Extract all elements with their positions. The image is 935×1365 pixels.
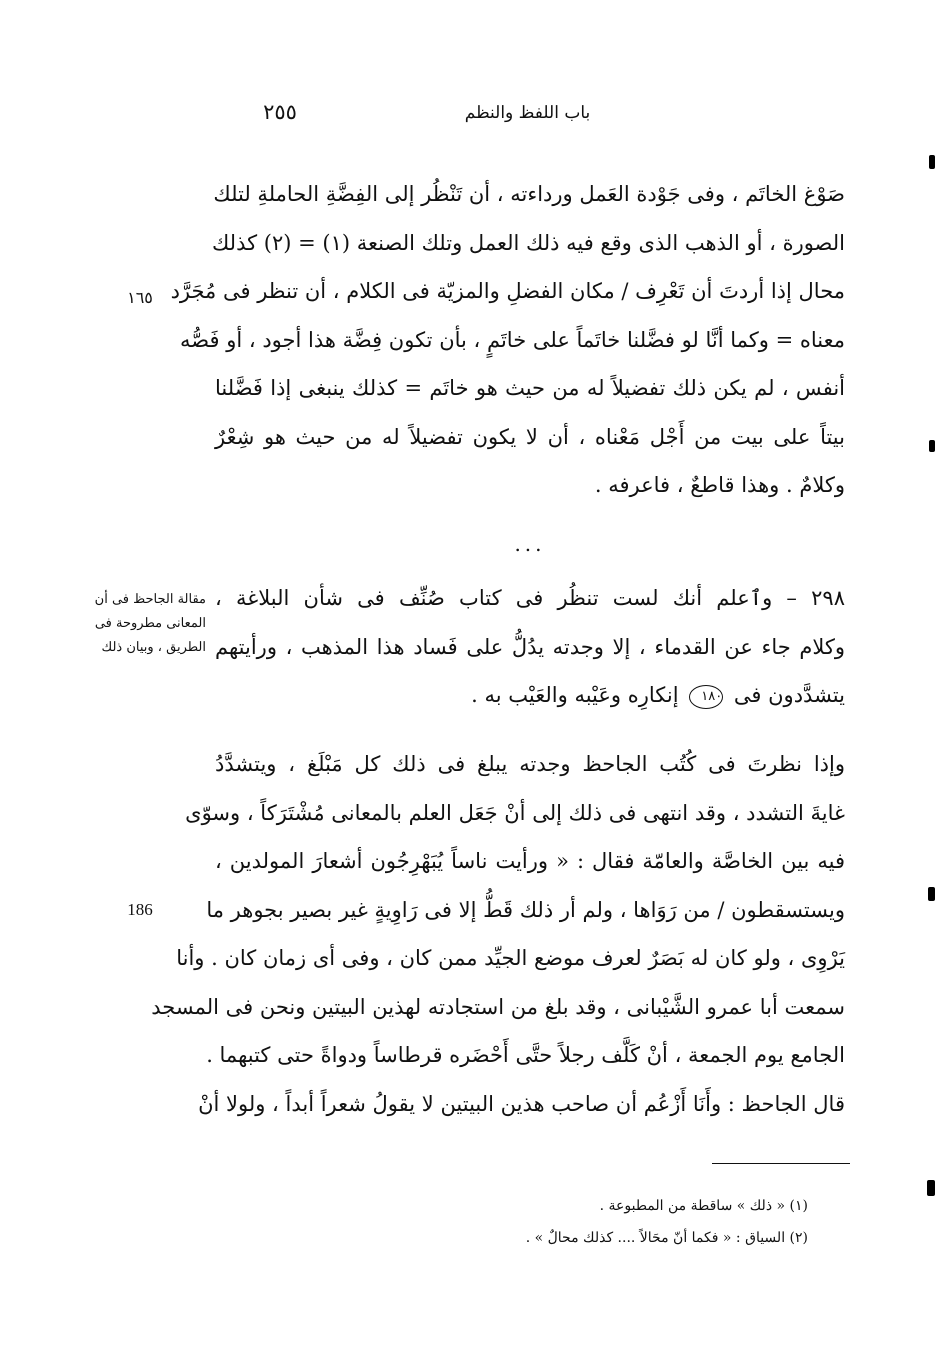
text-line: معناه = وكما أنَّا لو فضَّلنا خاتَماً على خاتَمٍ ، بأن تكون فِضَّة هذا أجود ، أو فَصُّه <box>180 327 845 352</box>
running-title: باب اللفظ والنظم <box>464 103 591 123</box>
text-line: أنفس ، لم يكن ذلك تفضيلاً له من حيث هو خاتَم = كذلك ينبغى إذا فَضَّلنا <box>215 376 845 400</box>
text-line: فيه بين الخاصَّة والعامّة فقال : « ورأيت ناساً يُبَهْرِجُون أشعارَ المولدين ، <box>215 849 845 873</box>
side-note-line: المعانى مطروحة فى <box>94 616 206 631</box>
margin-number-186: 186 <box>127 900 153 919</box>
margin-number-165: ١٦٥ <box>127 288 153 307</box>
text-line: ٢٩٨ – وٱعلم أنك لست تنظُر فى كتاب صُنِّف فى شأن البلاغة ، <box>215 586 845 610</box>
paragraph-block-2 <box>215 574 845 720</box>
text-line: الجامع يوم الجمعة ، أنْ كَلَّف رجلاً حتَّى أَحْضَره قرطاساً ودواةً حتى كتبهما . <box>206 1043 845 1067</box>
paragraph-block-3 <box>151 740 845 1128</box>
text-line: صَوْغ الخاتَم ، وفى جَوْدة العَمل ورداءته ، أن تَنْظُر إلى الفِضَّةِ الحاملةِ لتلك <box>213 182 845 206</box>
text-line: وكلام جاء عن القدماء ، إلا وجدته يدُلُّ على فَساد هذا المذهب ، ورأيتهم <box>215 634 845 659</box>
text-segment: إنكارِه وعَيْبه والعَيْب به . <box>471 683 679 707</box>
side-note-line: الطريق ، وبيان ذلك <box>101 640 206 655</box>
footnote: (٢) السياق : « فكما أنّ محَالاً .... كذلك محالٌ » . <box>525 1230 808 1246</box>
text-line: يَرْوِى ، ولو كان له بَصَرٌ لعرف موضع الجيِّد ممن كان ، وفى أى زمان كان . وأنا <box>176 946 845 970</box>
scan-edge-mark <box>927 1180 935 1196</box>
text-line: وإذا نظرتَ فى كُتُب الجاحظ وجدته يبلغ فى ذلك كل مَبْلَغ ، ويتشدَّدُ <box>215 752 845 776</box>
scan-edge-mark <box>929 440 935 452</box>
text-line <box>215 671 845 720</box>
text-segment: يتشدَّدون فى <box>733 683 845 707</box>
text-line: سمعت أبا عمرو الشَّيْبانى ، وقد بلغ من استجادته لهذين البيتين ونحن فى المسجد <box>151 994 845 1019</box>
section-separator: ... <box>514 532 546 556</box>
footnotes <box>430 1190 808 1254</box>
text-line: قال الجاحظ : وأَنَا أَزْعُم أن صاحب هذين البيتين لا يقولُ شعراً أبداً ، ولولا أنْ <box>198 1091 845 1116</box>
scan-edge-mark <box>928 887 935 901</box>
text-line: محال إذا أردتَ أن تَعْرِف / مكان الفضلِ والمزيّة فى الكلام ، أن تنظر فى مُجَرَّد <box>170 279 845 303</box>
page-number: ٢٥٥ <box>263 100 297 124</box>
text-line: بيتاً على بيت من أَجْل مَعْناه ، أن لا يكون تفضيلاً له من حيث هو شِعْرٌ <box>215 424 845 449</box>
footnote: (١) « ذلك » ساقطة من المطبوعة . <box>599 1198 808 1214</box>
text-line: الصورة ، أو الذهب الذى وقع فيه ذلك العمل وتلك الصنعة (١) = (٢) كذلك <box>211 230 845 255</box>
footnote-divider <box>712 1163 850 1164</box>
circled-page-marker: ١٨٠ <box>689 685 723 709</box>
scan-edge-mark <box>929 155 935 169</box>
side-note <box>68 588 206 660</box>
paragraph-block-1 <box>170 170 845 510</box>
text-line: ويستسقطون / من رَوَاها ، ولم أر ذلك قَطُّ إلا فى رَاوِيةٍ غير بصير بجوهر ما <box>206 897 845 922</box>
text-line: غايةَ التشدد ، وقد انتهى فى ذلك إلى أنْ جَعَل العلم بالمعانى مُشْتَرَكاً ، وسوّى <box>185 800 845 825</box>
text-line: وكلامٌ . وهذا قاطعٌ ، فاعرفه . <box>594 473 845 497</box>
side-note-line: مقالة الجاحظ فى أن <box>94 592 206 607</box>
